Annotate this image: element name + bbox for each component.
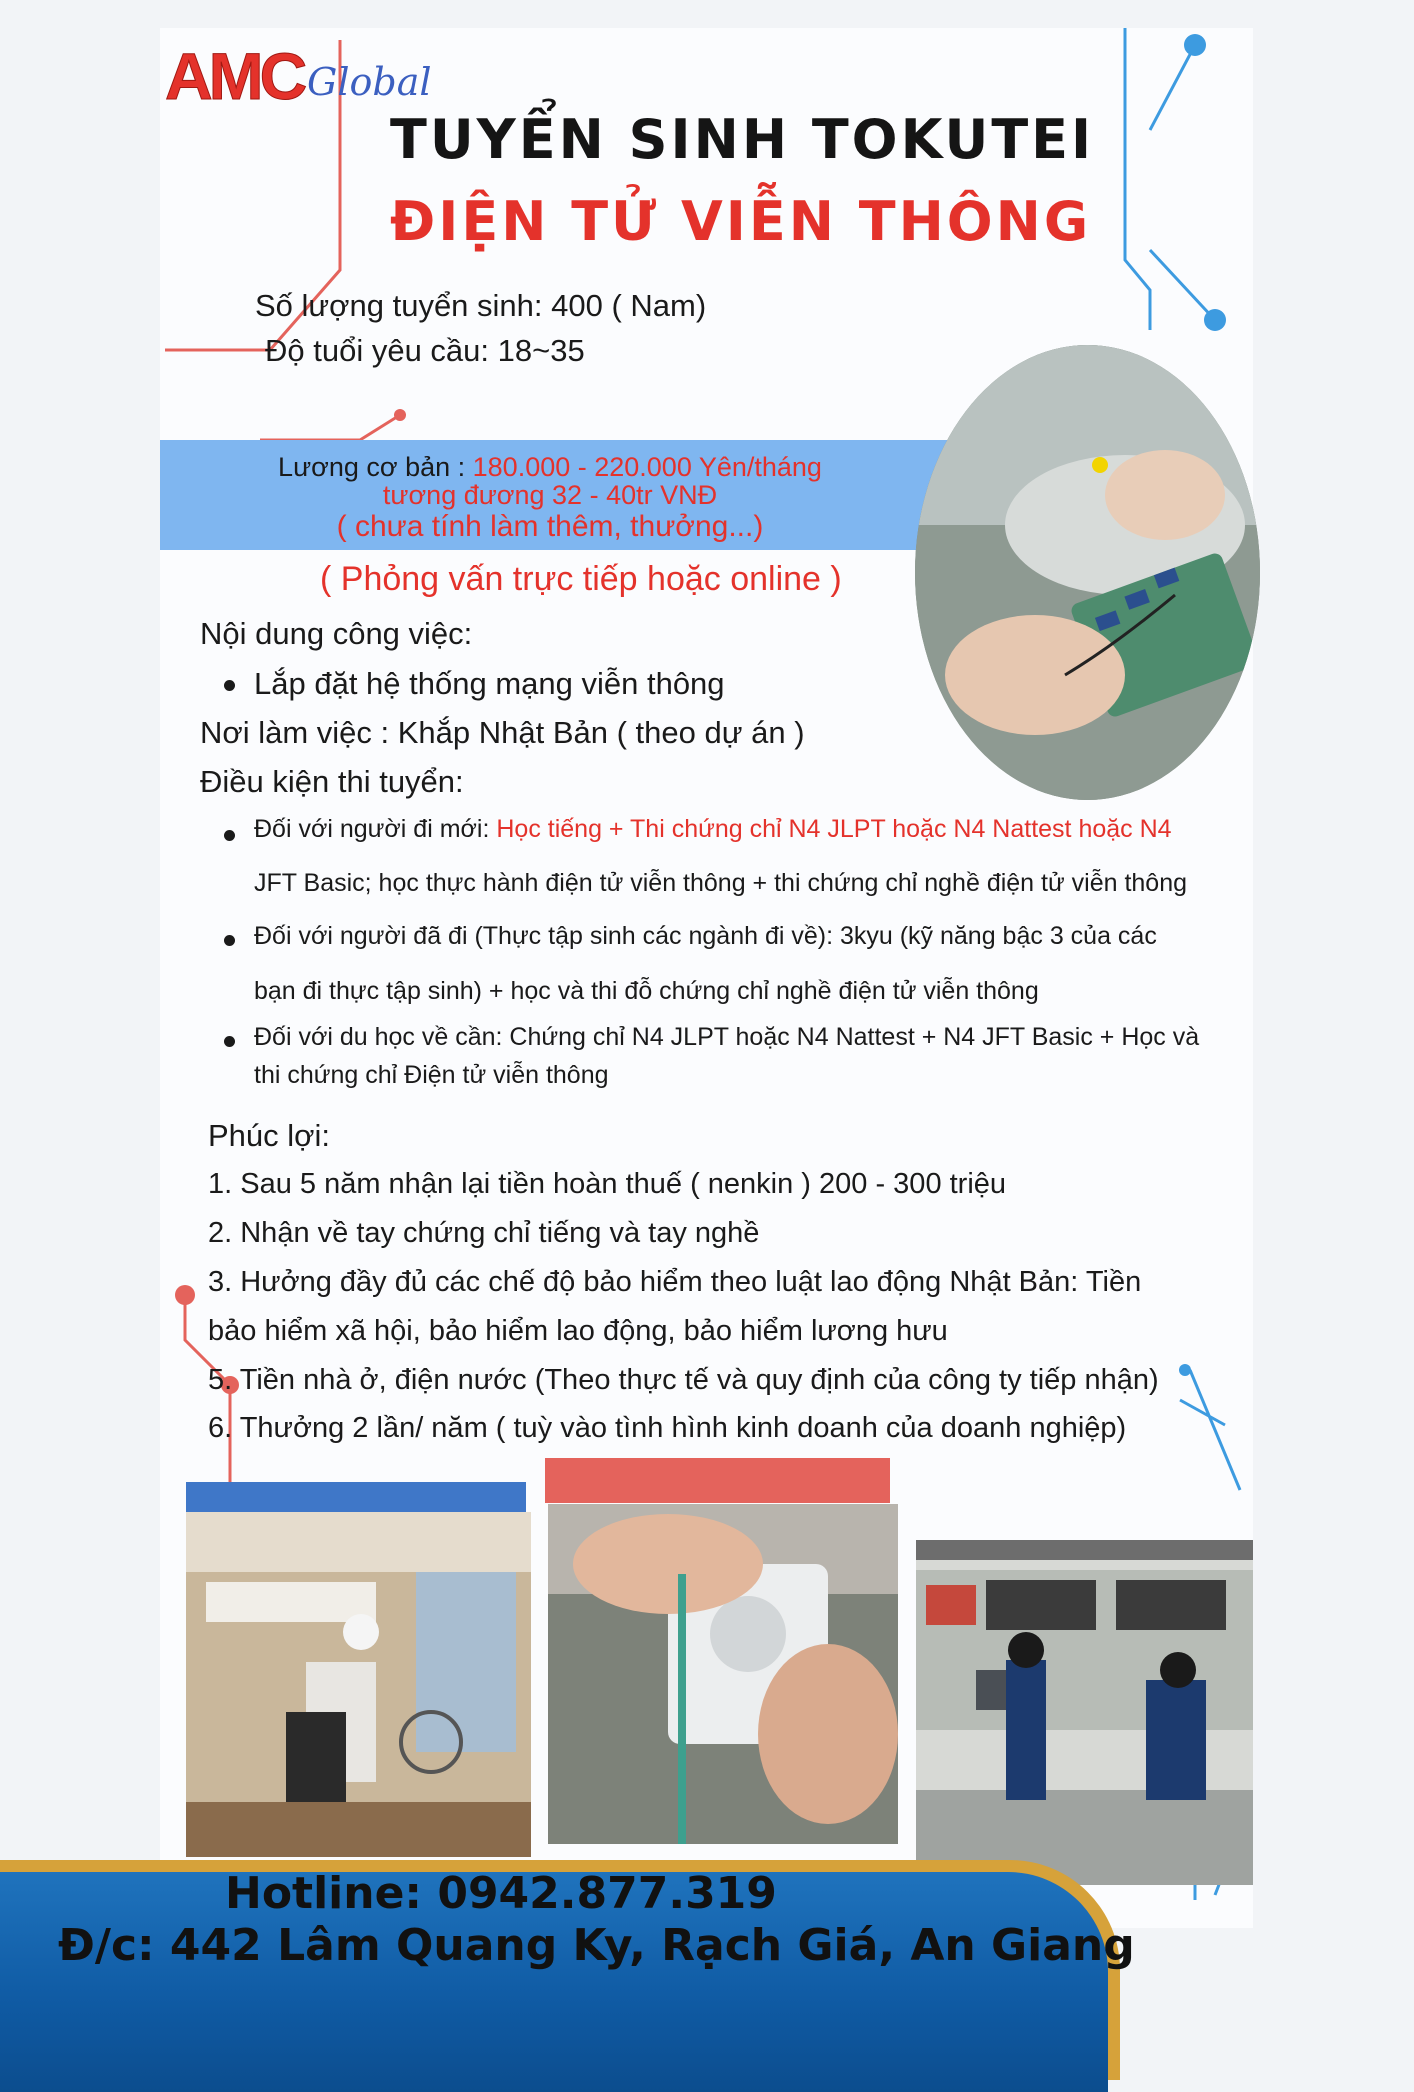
salary-note: ( chưa tính làm thêm, thưởng...) [336,510,764,543]
interview-note: ( Phỏng vấn trực tiếp hoặc online ) [320,560,842,598]
hotline-text: Hotline: 0942.877.319 [225,1868,777,1919]
job-item: Lắp đặt hệ thống mạng viễn thông [254,666,725,701]
control-room-photo [916,1540,1253,1885]
bullet-dot-icon [224,680,235,691]
address-text: Đ/c: 442 Lâm Quang Ky, Rạch Giá, An Giang [58,1920,1135,1971]
bullet-dot-icon [224,1036,235,1047]
condition-student-line1: Đối với du học về cần: Chứng chỉ N4 JLPT hoặc N4 Nattest + N4 JFT Basic + Học và [254,1023,1200,1051]
benefit-line: 3. Hưởng đầy đủ các chế độ bảo hiểm theo luật lao động Nhật Bản: Tiền [208,1266,1142,1298]
benefit-line: 2. Nhận về tay chứng chỉ tiếng và tay nghề [208,1217,760,1249]
fiber-splice-photo [548,1504,898,1844]
salary-line [190,452,910,483]
condition-new-label: Đối với người đi mới: [254,815,497,843]
age-info: Độ tuổi yêu cầu: 18~35 [265,333,585,368]
technician-photo [915,345,1260,800]
conditions-heading: Điều kiện thi tuyển: [200,764,464,799]
quota-info: Số lượng tuyển sinh: 400 ( Nam) [255,288,707,323]
benefit-line: bảo hiểm xã hội, bảo hiểm lao động, bảo hiểm lương hưu [208,1315,948,1347]
installation-photo [186,1512,531,1857]
photo-accent-bar [545,1458,890,1503]
bullet-dot-icon [224,830,235,841]
condition-new-line1 [254,815,1172,844]
photo-accent-bar [186,1482,526,1512]
salary-equivalent: tương đương 32 - 40tr VNĐ [382,480,718,510]
condition-returnee-line2: bạn đi thực tập sinh) + học và thi đỗ chứng chỉ nghề điện tử viễn thông [254,977,1039,1005]
benefit-line: 1. Sau 5 năm nhận lại tiền hoàn thuế ( nenkin ) 200 - 300 triệu [208,1168,1007,1200]
job-heading: Nội dung công việc: [200,616,473,651]
salary-label: Lương cơ bản : [278,452,473,482]
bullet-dot-icon [224,935,235,946]
benefit-line: 6. Thưởng 2 lần/ năm ( tuỳ vào tình hình kinh doanh của doanh nghiệp) [208,1412,1127,1444]
condition-student-line2: thi chứng chỉ Điện tử viễn thông [254,1061,609,1089]
benefits-heading: Phúc lợi: [208,1118,330,1153]
benefit-line: 5. Tiền nhà ở, điện nước (Theo thực tế và quy định của công ty tiếp nhận) [208,1364,1159,1396]
logo-amc-text: AMC [165,39,304,113]
headline-title: TUYỂN SINH TOKUTEI [390,108,1095,171]
salary-range: 180.000 - 220.000 Yên/tháng [472,452,822,482]
condition-returnee-line1: Đối với người đã đi (Thực tập sinh các ngành đi về): 3kyu (kỹ năng bậc 3 của các [254,922,1157,950]
condition-new-text: Học tiếng + Thi chứng chỉ N4 JLPT hoặc N4 Nattest hoặc N4 [496,815,1172,843]
logo-global-text: Global [307,60,432,104]
work-location: Nơi làm việc : Khắp Nhật Bản ( theo dự án ) [200,715,805,750]
headline-subtitle: ĐIỆN TỬ VIỄN THÔNG [390,190,1092,253]
condition-new-line2: JFT Basic; học thực hành điện tử viễn thông + thi chứng chỉ nghề điện tử viễn thông [254,869,1188,897]
company-logo [165,38,445,118]
